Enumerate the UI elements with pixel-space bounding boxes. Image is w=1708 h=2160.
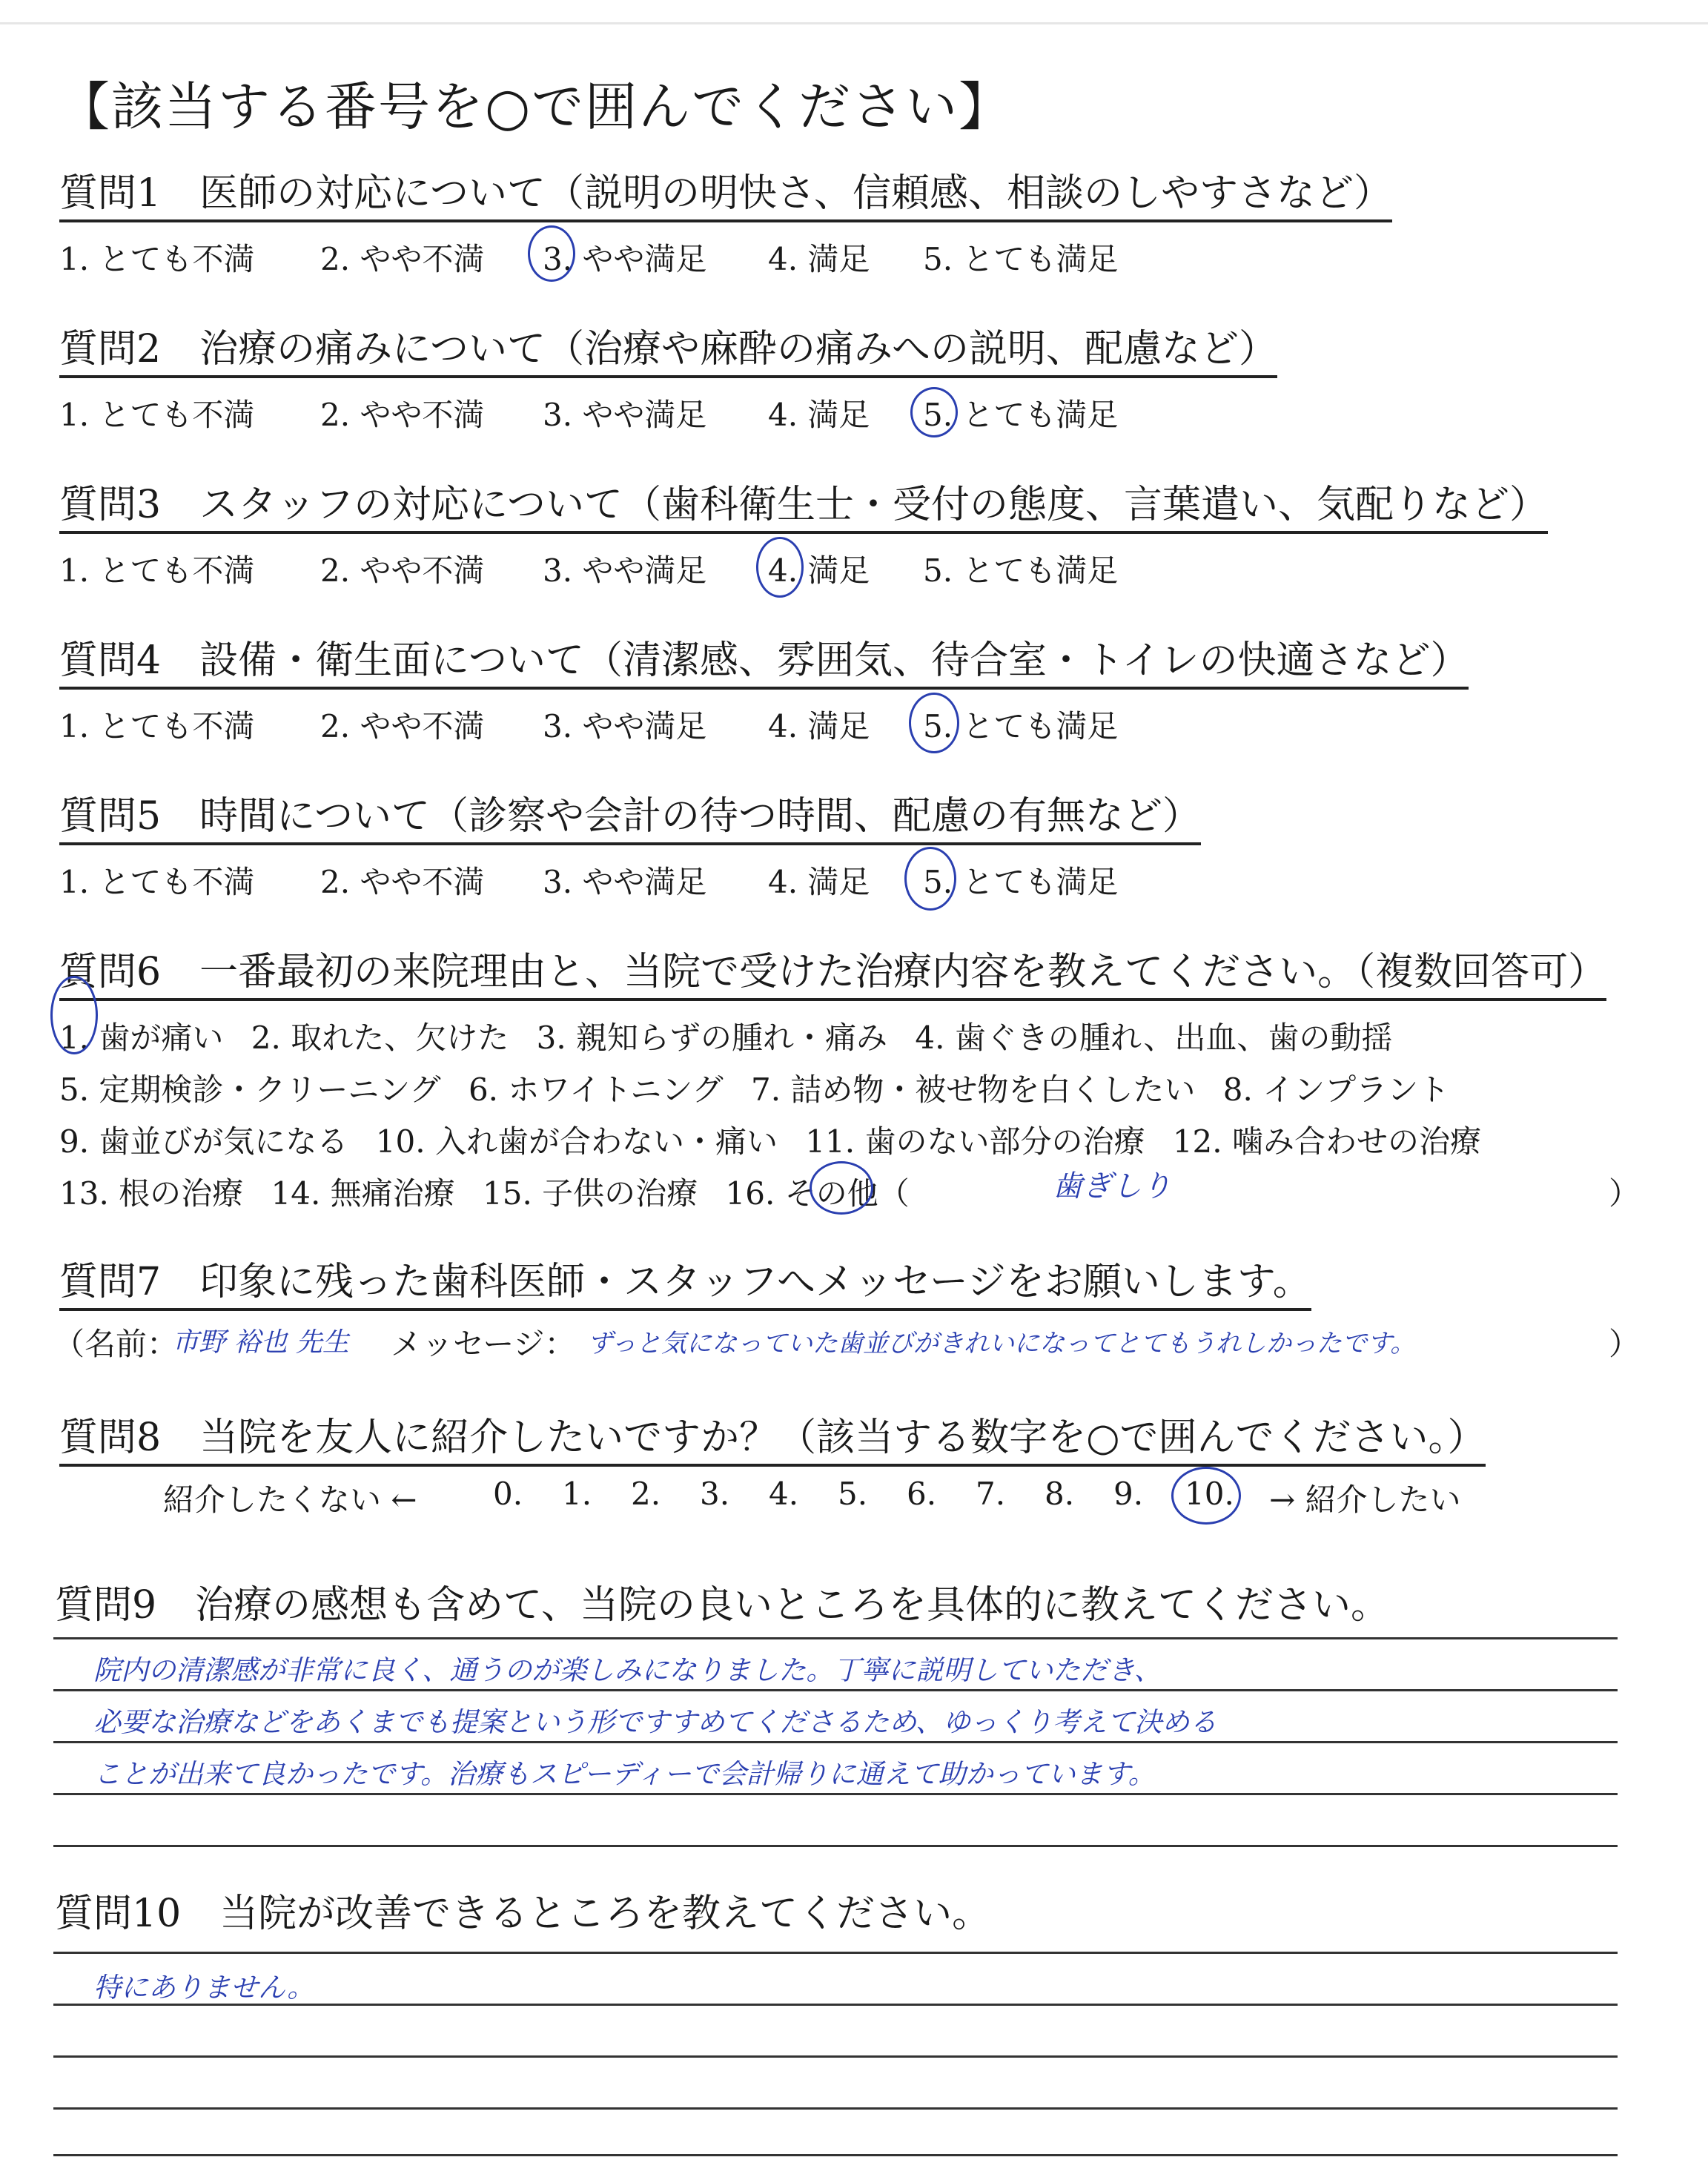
question-6-row-3 <box>59 1117 1499 1162</box>
option-4[interactable]: 4. 満足 <box>768 552 870 589</box>
option-15[interactable]: 15. 子供の治療 <box>483 1175 698 1212</box>
scan-edge-line <box>0 22 1708 24</box>
option-5[interactable]: 5. とても満足 <box>923 397 1119 433</box>
option-3[interactable]: 3. やや満足 <box>543 864 707 900</box>
question-7-title: 質問7 印象に残った歯科医師・スタッフへメッセージをお願いします。 <box>59 1261 1311 1311</box>
option-2[interactable]: 2. やや不満 <box>320 864 485 900</box>
option-4[interactable]: 4. 満足 <box>768 241 870 277</box>
question-6-row-1 <box>59 1014 1410 1058</box>
option-1[interactable]: 1. とても不満 <box>59 241 255 277</box>
question-10-title: 質問10 当院が改善できるところを教えてください。 <box>55 1892 991 1936</box>
option-2[interactable]: 2. やや不満 <box>320 552 485 589</box>
answer-line <box>53 1689 1618 1691</box>
message-close-paren: ） <box>1609 1326 1641 1362</box>
option-8[interactable]: 8. インプラント <box>1222 1071 1450 1108</box>
option-5[interactable]: 5. とても満足 <box>923 552 1119 589</box>
message-value-handwritten: ずっと気になっていた歯並びがきれいになってとてもうれしかったです。 <box>587 1329 1416 1358</box>
question-9-title: 質問9 治療の感想も含めて、当院の良いところを具体的に教えてください。 <box>55 1583 1390 1628</box>
option-6[interactable]: 6. ホワイトニング <box>468 1071 724 1108</box>
option-14[interactable]: 14. 無痛治療 <box>271 1175 455 1212</box>
q9-answer-line-2: 必要な治療などをあくまでも提案という形ですすめてくださるため、ゆっくり考えて決める <box>93 1706 1217 1738</box>
name-label: （名前： <box>53 1326 179 1362</box>
other-close-paren: ） <box>1609 1175 1641 1212</box>
answer-line <box>53 1741 1618 1743</box>
answer-line <box>53 2154 1618 2156</box>
answer-line <box>53 1845 1618 1847</box>
option-9[interactable]: 9. 歯並びが気になる <box>59 1123 348 1160</box>
option-2[interactable]: 2. やや不満 <box>320 708 485 744</box>
message-line <box>53 1320 1641 1364</box>
scale-right-label: → 紹介したい <box>1269 1482 1461 1518</box>
score-2[interactable]: 2. <box>631 1476 661 1512</box>
option-12[interactable]: 12. 噛み合わせの治療 <box>1172 1123 1481 1160</box>
answer-line <box>53 1793 1618 1795</box>
option-5[interactable]: 5. とても満足 <box>923 864 1119 900</box>
option-3[interactable]: 3. やや満足 <box>543 241 707 277</box>
option-1[interactable]: 1. とても不満 <box>59 552 255 589</box>
answer-line <box>53 1637 1618 1639</box>
option-2[interactable]: 2. やや不満 <box>320 241 485 277</box>
q9-answer-line-1: 院内の清潔感が非常に良く、通うのが楽しみになりました。丁寧に説明していただき、 <box>93 1654 1162 1686</box>
option-11[interactable]: 11. 歯のない部分の治療 <box>805 1123 1145 1160</box>
score-4[interactable]: 4. <box>769 1476 799 1512</box>
option-1[interactable]: 1. とても不満 <box>59 397 255 433</box>
answer-line <box>53 2107 1618 2110</box>
q10-answer-line-1: 特にありません。 <box>93 1972 315 2004</box>
question-6-title: 質問6 一番最初の来院理由と、当院で受けた治療内容を教えてください。（複数回答可） <box>59 951 1606 1001</box>
question-6-row-2 <box>59 1066 1467 1110</box>
question-2-title: 質問2 治療の痛みについて（治療や麻酔の痛みへの説明、配慮など） <box>59 328 1277 378</box>
option-2[interactable]: 2. やや不満 <box>320 397 485 433</box>
option-5[interactable]: 5. とても満足 <box>923 241 1119 277</box>
question-3-title: 質問3 スタッフの対応について（歯科衛生士・受付の態度、言葉遣い、気配りなど） <box>59 483 1548 534</box>
message-label: メッセージ： <box>391 1326 576 1362</box>
question-6-row-4 <box>59 1169 927 1214</box>
score-6[interactable]: 6. <box>907 1476 937 1512</box>
option-1[interactable]: 1. とても不満 <box>59 864 255 900</box>
score-8[interactable]: 8. <box>1045 1476 1075 1512</box>
option-1[interactable]: 1. 歯が痛い <box>59 1020 224 1056</box>
option-5[interactable]: 5. とても満足 <box>923 708 1119 744</box>
score-5[interactable]: 5. <box>838 1476 868 1512</box>
option-4[interactable]: 4. 満足 <box>768 397 870 433</box>
option-10[interactable]: 10. 入れ歯が合わない・痛い <box>375 1123 778 1160</box>
question-4-title: 質問4 設備・衛生面について（清潔感、雰囲気、待合室・トイレの快適さなど） <box>59 639 1469 690</box>
question-8-title: 質問8 当院を友人に紹介したいですか？（該当する数字を○で囲んでください。） <box>59 1416 1486 1467</box>
option-3[interactable]: 3. やや満足 <box>543 552 707 589</box>
score-0[interactable]: 0. <box>493 1476 523 1512</box>
option-3[interactable]: 3. やや満足 <box>543 397 707 433</box>
page-title: 【該当する番号を○で囲んでください】 <box>58 76 1013 137</box>
option-5[interactable]: 5. 定期検診・クリーニング <box>59 1071 441 1108</box>
option-7[interactable]: 7. 詰め物・被せ物を白くしたい <box>750 1071 1196 1108</box>
scale-left-label: 紹介したくない ← <box>163 1482 417 1518</box>
question-1-title: 質問1 医師の対応について（説明の明快さ、信頼感、相談のしやすさなど） <box>59 172 1392 222</box>
score-1[interactable]: 1. <box>562 1476 592 1512</box>
option-3[interactable]: 3. 親知らずの腫れ・痛み <box>536 1020 888 1056</box>
answer-line <box>53 2055 1618 2058</box>
option-16-other[interactable]: 16. その他（ <box>725 1175 910 1212</box>
score-3[interactable]: 3. <box>700 1476 730 1512</box>
name-value-handwritten: 市野 裕也 先生 <box>172 1327 349 1358</box>
score-9[interactable]: 9. <box>1113 1476 1144 1512</box>
option-4[interactable]: 4. 満足 <box>768 864 870 900</box>
answer-line <box>53 1952 1618 1954</box>
score-7[interactable]: 7. <box>976 1476 1006 1512</box>
option-13[interactable]: 13. 根の治療 <box>59 1175 244 1212</box>
score-10[interactable]: 10. <box>1185 1476 1234 1512</box>
option-4[interactable]: 4. 満足 <box>768 708 870 744</box>
question-5-title: 質問5 時間について（診察や会計の待つ時間、配慮の有無など） <box>59 795 1201 845</box>
option-1[interactable]: 1. とても不満 <box>59 708 255 744</box>
q9-answer-line-3: ことが出来て良かったです。治療もスピーディーで会計帰りに通えて助かっています。 <box>93 1758 1156 1790</box>
option-3[interactable]: 3. やや満足 <box>543 708 707 744</box>
other-answer-handwritten: 歯ぎしり <box>1053 1169 1171 1203</box>
option-2[interactable]: 2. 取れた、欠けた <box>251 1020 509 1056</box>
option-4[interactable]: 4. 歯ぐきの腫れ、出血、歯の動揺 <box>915 1020 1393 1056</box>
